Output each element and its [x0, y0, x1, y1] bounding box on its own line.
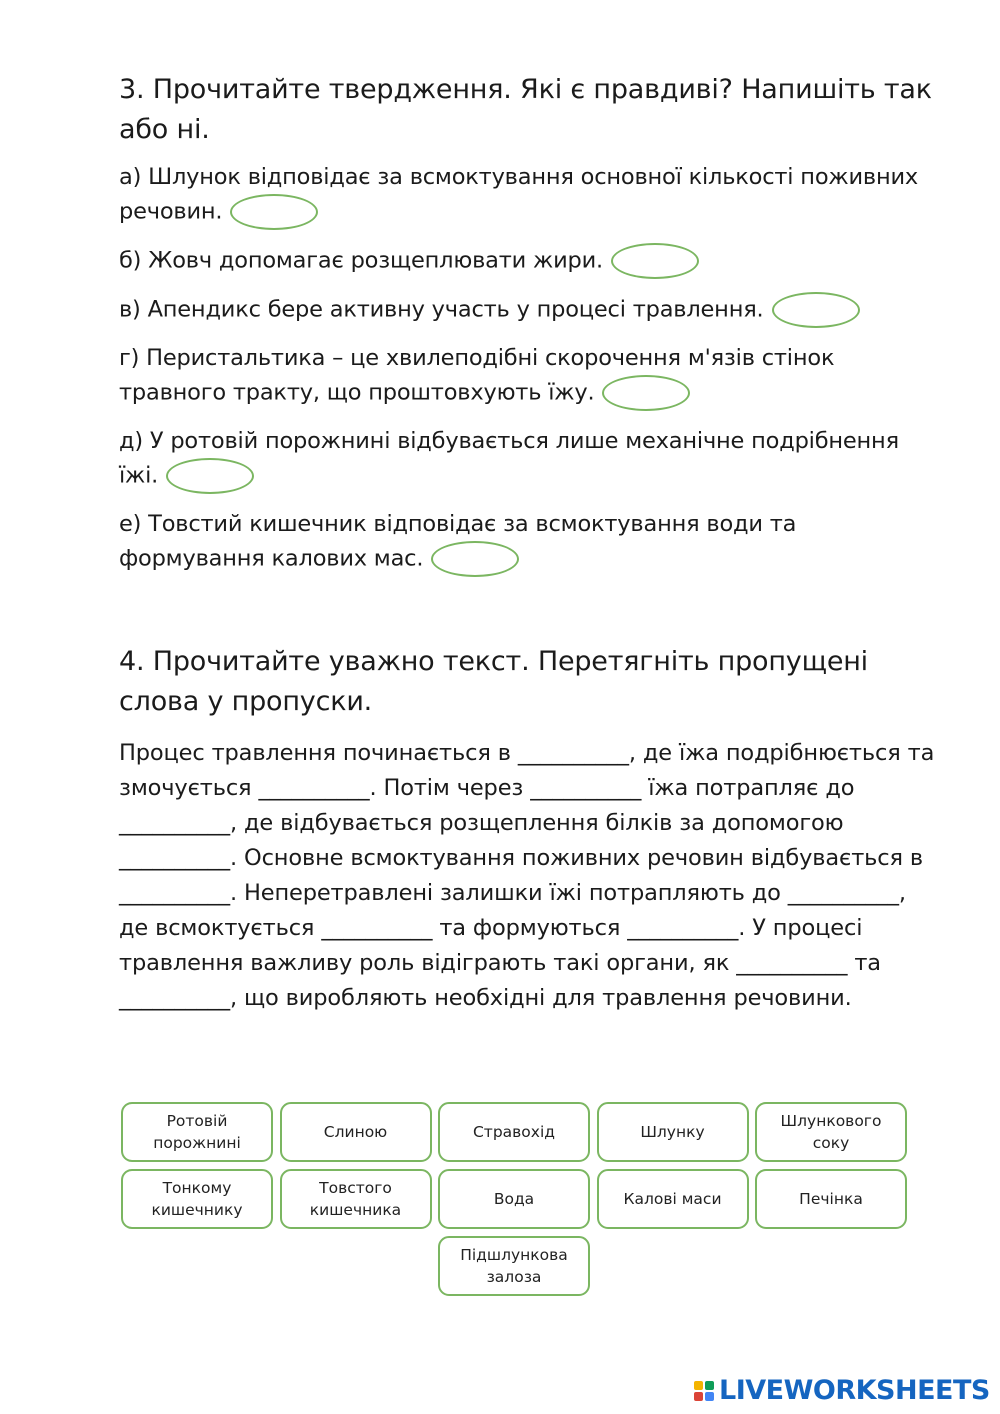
statement-text: а) Шлунок відповідає за всмоктування основної кількості поживних речовин.	[119, 164, 918, 225]
text-segment: . У процесі травлення важливу роль відіграють такі органи, як	[119, 915, 863, 976]
answer-oval-input[interactable]	[611, 243, 699, 279]
statement-4	[119, 341, 939, 411]
logo-text: LIVEWORKSHEETS	[719, 1375, 990, 1406]
drop-blank[interactable]: __________	[258, 775, 370, 801]
fill-in-paragraph	[119, 736, 939, 1016]
text-segment: , де їжа подрібнюється та змочується	[119, 740, 935, 801]
question-4-title: 4. Прочитайте уважно текст. Перетягніть пропущені слова у пропуски.	[119, 646, 868, 717]
statement-text: б) Жовч допомагає розщеплювати жири.	[119, 247, 603, 274]
statement-text: е) Товстий кишечник відповідає за всмоктування води та формування калових мас.	[119, 511, 797, 572]
logo-icon	[694, 1381, 714, 1401]
word-chip[interactable]: Ротовій порожнині	[121, 1102, 273, 1162]
statement-1	[119, 160, 939, 230]
drop-blank[interactable]: __________	[787, 880, 899, 906]
text-segment: . Неперетравлені залишки їжі потрапляють до	[230, 880, 788, 906]
text-segment: . Основне всмоктування поживних речовин відбувається в	[230, 845, 923, 871]
word-chip[interactable]: Вода	[438, 1169, 590, 1229]
statement-6	[119, 507, 939, 577]
drop-blank[interactable]: __________	[119, 880, 231, 906]
statement-list	[119, 160, 939, 577]
text-segment: , де всмоктується	[119, 880, 906, 941]
word-chip[interactable]: Калові маси	[597, 1169, 749, 1229]
word-chip[interactable]: Шлунку	[597, 1102, 749, 1162]
drop-blank[interactable]: __________	[517, 740, 629, 766]
logo-square	[705, 1381, 714, 1390]
liveworksheets-logo	[694, 1377, 990, 1405]
text-segment: , що виробляють необхідні для травлення речовини.	[230, 985, 852, 1011]
text-segment: , де відбувається розщеплення білків за допомогою	[230, 810, 844, 836]
statement-2	[119, 243, 939, 279]
drop-blank[interactable]: __________	[119, 845, 231, 871]
word-chip[interactable]: Стравохід	[438, 1102, 590, 1162]
drop-blank[interactable]: __________	[119, 810, 231, 836]
drop-blank[interactable]: __________	[321, 915, 433, 941]
word-chip[interactable]: Слиною	[280, 1102, 432, 1162]
text-segment: . Потім через	[369, 775, 531, 801]
statement-5	[119, 424, 939, 494]
text-segment: та формуються	[432, 915, 628, 941]
statement-text: д) У ротовій порожнині відбувається лише механічне подрібнення їжі.	[119, 428, 899, 489]
logo-square	[705, 1392, 714, 1401]
answer-oval-input[interactable]	[230, 194, 318, 230]
text-segment: Процес травлення починається в	[119, 740, 518, 766]
word-chip[interactable]: Підшлункова залоза	[438, 1236, 590, 1296]
answer-oval-input[interactable]	[166, 458, 254, 494]
worksheet	[119, 70, 939, 1016]
logo-square	[694, 1392, 703, 1401]
word-chip[interactable]: Товстого кишечника	[280, 1169, 432, 1229]
statement-text: в) Апендикс бере активну участь у процесі травлення.	[119, 296, 764, 323]
text-segment: та	[847, 950, 881, 976]
answer-oval-input[interactable]	[772, 292, 860, 328]
drop-blank[interactable]: __________	[736, 950, 848, 976]
statement-3	[119, 292, 939, 328]
word-chip[interactable]: Шлункового соку	[755, 1102, 907, 1162]
word-chip[interactable]: Печінка	[755, 1169, 907, 1229]
answer-oval-input[interactable]	[602, 375, 690, 411]
drop-blank[interactable]: __________	[530, 775, 642, 801]
question-3-title: 3. Прочитайте твердження. Які є правдиві? Напишіть так або ні.	[119, 74, 932, 145]
statement-text: г) Перистальтика – це хвилеподібні скорочення м'язів стінок травного тракту, що проштовхують їжу.	[119, 345, 835, 406]
text-segment: їжа потрапляє до	[641, 775, 855, 801]
word-chip[interactable]: Тонкому кишечнику	[121, 1169, 273, 1229]
drop-blank[interactable]: __________	[627, 915, 739, 941]
logo-square	[694, 1381, 703, 1390]
drop-blank[interactable]: __________	[119, 985, 231, 1011]
answer-oval-input[interactable]	[431, 541, 519, 577]
